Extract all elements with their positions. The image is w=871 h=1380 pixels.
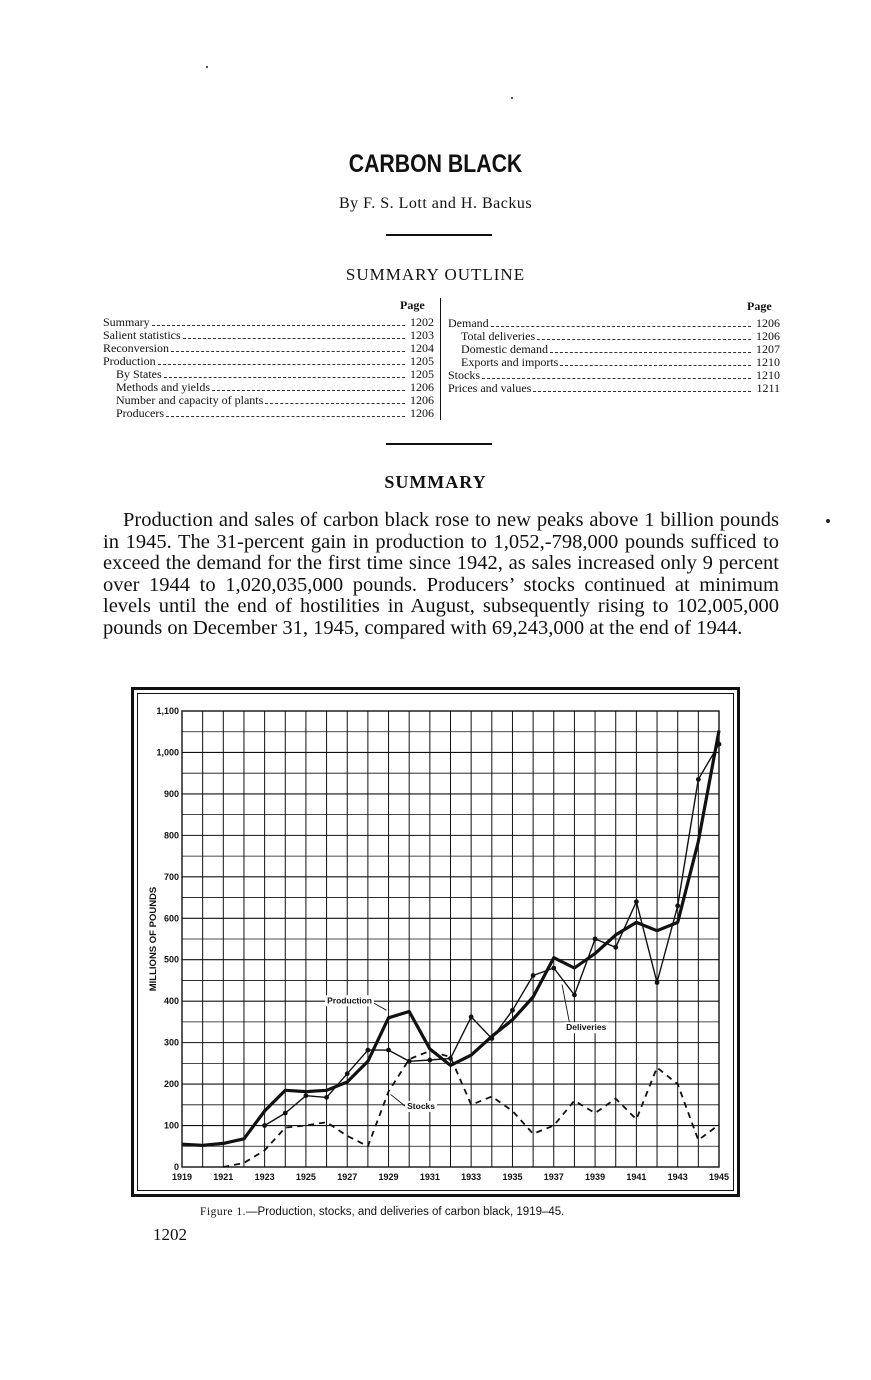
y-tick-label: 700 bbox=[163, 871, 179, 882]
x-tick-label: 1945 bbox=[708, 1172, 730, 1182]
toc-entry-label: By States bbox=[116, 367, 162, 381]
toc-entry-label: Domestic demand bbox=[461, 342, 548, 356]
leader-dots bbox=[183, 338, 405, 339]
leader-dots bbox=[491, 326, 751, 327]
title-rule bbox=[386, 234, 492, 236]
toc-entry-page: 1203 bbox=[410, 328, 434, 342]
toc-entry-page: 1205 bbox=[410, 367, 434, 381]
carbon-black-chart bbox=[131, 687, 740, 1197]
data-point-deliveries bbox=[304, 1093, 309, 1098]
toc-right-page-header: Page bbox=[747, 299, 772, 313]
leader-dots bbox=[212, 390, 405, 391]
toc-entry-page: 1206 bbox=[410, 406, 434, 420]
print-speck bbox=[826, 519, 830, 523]
leader-dots bbox=[533, 391, 751, 392]
leader-dots bbox=[550, 352, 751, 353]
toc-entry-page: 1211 bbox=[756, 381, 780, 395]
toc-entry-label: Stocks bbox=[448, 368, 481, 382]
y-tick-label: 600 bbox=[163, 913, 179, 924]
x-tick-label: 1941 bbox=[626, 1172, 647, 1182]
x-tick-label: 1927 bbox=[337, 1172, 358, 1182]
leader-dots bbox=[265, 403, 405, 404]
y-tick-label: 200 bbox=[163, 1079, 179, 1090]
y-tick-label: 500 bbox=[163, 954, 179, 965]
data-point-deliveries bbox=[489, 1036, 494, 1041]
y-tick-label: 900 bbox=[163, 788, 179, 799]
toc-entry-page: 1202 bbox=[410, 315, 434, 329]
toc-entry-label: Salient statistics bbox=[103, 328, 181, 342]
toc-entry-page: 1207 bbox=[756, 342, 780, 356]
data-point-deliveries bbox=[531, 973, 536, 978]
annotation-leader-line bbox=[372, 1002, 386, 1010]
y-tick-label: 300 bbox=[163, 1037, 179, 1048]
toc-entry-page: 1206 bbox=[410, 380, 434, 394]
toc-entry-page: 1206 bbox=[410, 393, 434, 407]
data-point-deliveries bbox=[386, 1048, 391, 1053]
toc-entry-label: Methods and yields bbox=[116, 380, 210, 394]
toc-entry-page: 1206 bbox=[756, 329, 780, 343]
leader-dots bbox=[560, 365, 751, 366]
x-tick-label: 1933 bbox=[461, 1172, 482, 1182]
toc-entry-page: 1206 bbox=[756, 316, 780, 330]
data-point-deliveries bbox=[262, 1123, 267, 1128]
series-annotation-label: Deliveries bbox=[566, 1022, 607, 1033]
data-point-deliveries bbox=[675, 903, 680, 908]
leader-dots bbox=[537, 339, 751, 340]
data-point-deliveries bbox=[572, 993, 577, 998]
data-point-deliveries bbox=[324, 1095, 329, 1100]
x-tick-label: 1943 bbox=[667, 1172, 688, 1182]
toc-entry-page: 1210 bbox=[756, 368, 780, 382]
data-point-deliveries bbox=[696, 777, 701, 782]
print-speck bbox=[206, 66, 208, 68]
y-tick-label: 400 bbox=[163, 996, 179, 1007]
data-point-deliveries bbox=[613, 945, 618, 950]
x-tick-label: 1929 bbox=[378, 1172, 399, 1182]
data-point-deliveries bbox=[634, 899, 639, 904]
data-point-deliveries bbox=[469, 1015, 474, 1020]
toc-entry-label: Production bbox=[103, 354, 156, 368]
byline: By F. S. Lott and H. Backus bbox=[338, 195, 533, 212]
page-number: 1202 bbox=[153, 1225, 187, 1244]
data-point-deliveries bbox=[655, 980, 660, 985]
page-title: CARBON BLACK bbox=[348, 150, 523, 178]
annotation-leader-line bbox=[562, 985, 570, 1027]
x-tick-label: 1939 bbox=[585, 1172, 606, 1182]
toc-entry-label: Producers bbox=[116, 406, 164, 420]
print-speck bbox=[511, 97, 513, 99]
leader-dots bbox=[152, 325, 405, 326]
summary-paragraph: Production and sales of carbon black rose to new peaks above 1 billion pounds in 1945. The 31-percent gain in production to 1,052,-798,000 pounds sufficed to exceed the demand for the first time since 1942, as sales increased only 9 percent over 1944 to 1,020,035,000 pounds. Producers’ stocks continued at minimum levels until the end of hostilities in August, subsequently rising to 102,005,000 pounds on December 31, 1945, compared with 69,243,000 at the end of 1944. bbox=[103, 509, 779, 639]
y-tick-label: 0 bbox=[173, 1162, 179, 1172]
y-axis-label: MILLIONS OF POUNDS bbox=[148, 886, 159, 992]
outline-heading: SUMMARY OUTLINE bbox=[345, 265, 526, 284]
toc-entry bbox=[448, 382, 780, 395]
data-point-deliveries bbox=[717, 742, 722, 747]
data-point-deliveries bbox=[593, 937, 598, 942]
toc-entry-page: 1210 bbox=[756, 355, 780, 369]
leader-dots bbox=[158, 364, 405, 365]
toc-entry-label: Summary bbox=[103, 315, 150, 329]
toc-entry-label: Total deliveries bbox=[461, 329, 536, 343]
x-tick-label: 1935 bbox=[502, 1172, 523, 1182]
toc-entry-label: Reconversion bbox=[103, 341, 169, 355]
y-tick-label: 1,100 bbox=[156, 706, 179, 716]
x-tick-label: 1923 bbox=[254, 1172, 275, 1182]
summary-heading: SUMMARY bbox=[384, 472, 487, 492]
x-tick-label: 1925 bbox=[295, 1172, 316, 1182]
annotation-leader-line bbox=[391, 1094, 408, 1107]
y-tick-label: 100 bbox=[163, 1120, 179, 1131]
x-tick-label: 1921 bbox=[213, 1172, 234, 1182]
data-point-deliveries bbox=[345, 1071, 350, 1076]
data-point-deliveries bbox=[551, 966, 556, 971]
x-tick-label: 1937 bbox=[543, 1172, 564, 1182]
toc-entry-label: Demand bbox=[448, 316, 489, 330]
toc-entry bbox=[461, 356, 780, 369]
x-tick-label: 1919 bbox=[171, 1172, 193, 1182]
figure-caption-text: —Production, stocks, and deliveries of carbon black, 1919–45. bbox=[246, 1206, 565, 1218]
toc-entry-label: Prices and values bbox=[448, 381, 532, 395]
series-annotation-label: Production bbox=[327, 995, 373, 1006]
toc-divider bbox=[440, 298, 441, 420]
figure-caption bbox=[200, 1206, 564, 1218]
toc-entry-label: Exports and imports bbox=[461, 355, 559, 369]
x-tick-label: 1931 bbox=[419, 1172, 440, 1182]
figure-label: Figure 1. bbox=[200, 1206, 247, 1218]
toc-entry-label: Number and capacity of plants bbox=[116, 393, 264, 407]
data-point-deliveries bbox=[427, 1058, 432, 1063]
y-tick-label: 800 bbox=[163, 830, 179, 841]
leader-dots bbox=[482, 378, 751, 379]
leader-dots bbox=[171, 351, 405, 352]
toc-entry-page: 1205 bbox=[410, 354, 434, 368]
data-point-deliveries bbox=[510, 1008, 515, 1013]
data-point-deliveries bbox=[365, 1048, 370, 1053]
toc-entry bbox=[116, 407, 434, 420]
leader-dots bbox=[166, 416, 405, 417]
y-tick-label: 1,000 bbox=[156, 747, 179, 758]
section-rule bbox=[386, 443, 492, 445]
toc-left-page-header: Page bbox=[400, 298, 425, 312]
series-annotation-label: Stocks bbox=[407, 1100, 436, 1111]
toc-entry-page: 1204 bbox=[410, 341, 434, 355]
data-point-deliveries bbox=[283, 1111, 288, 1116]
leader-dots bbox=[164, 377, 405, 378]
